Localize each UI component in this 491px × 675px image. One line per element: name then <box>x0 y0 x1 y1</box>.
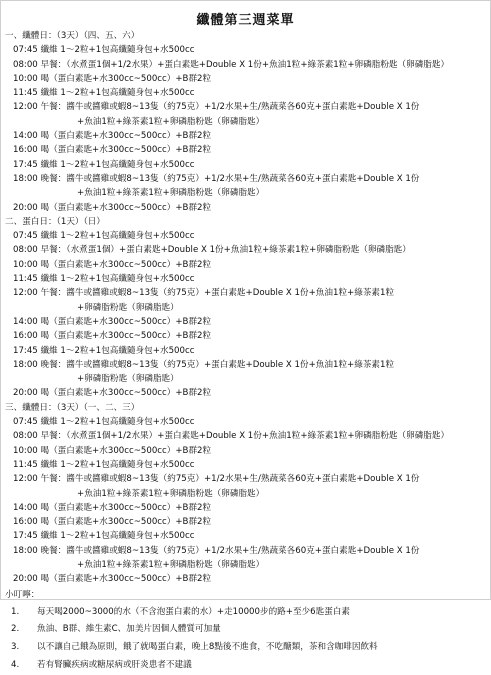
schedule-line: 17:45 纖維 1～2粒+1包高纖隨身包+水500cc <box>13 531 195 542</box>
schedule-line: 18:00 晚餐：醬牛或醬雞或蝦8~13隻（約75克）+1/2水果+生/熟蔬菜各60克+蛋白素匙+Double X 1份 <box>13 173 420 184</box>
schedule-line: 12:00 午餐：醬牛或醬雞或蝦8~13隻（約75克）+蛋白素匙+Double X 1份+魚油1粒+綠茶素1粒 <box>13 288 395 299</box>
tip-text: 以不讓自己餓為原則，餓了就喝蛋白素，晚上8點後不進食，不吃醣類，茶和含咖啡因飲料 <box>37 642 378 653</box>
tip-text: 每天喝2000~3000的水（不含泡蛋白素的水）+走10000步的路+至少6匙蛋白素 <box>37 606 350 617</box>
menu-content <box>5 29 489 675</box>
schedule-line: 20:00 喝（蛋白素匙+水300cc~500cc）+B群2粒 <box>13 574 212 585</box>
schedule-line: 14:00 喝（蛋白素匙+水300cc~500cc）+B群2粒 <box>13 502 212 513</box>
tip-number: 3. <box>11 642 20 653</box>
section-heading: 二、蛋白日：（1天）（日） <box>5 216 105 227</box>
schedule-line: 08:00 早餐：（水煮蛋1個）+蛋白素匙+Double X 1份+魚油1粒+綠茶素1粒+卵磷脂粉匙（卵磷脂匙） <box>13 245 411 256</box>
schedule-line: 11:45 纖維 1～2粒+1包高纖隨身包+水500cc <box>13 274 195 285</box>
schedule-line: 12:00 午餐：醬牛或醬雞或蝦8~13隻（約75克）+1/2水果+生/熟蔬菜各60克+蛋白素匙+Double X 1份 <box>13 102 420 113</box>
tip-item <box>5 622 489 640</box>
schedule-line: +魚油1粒+綠茶素1粒+卵磷脂粉匙（卵磷脂匙） <box>77 188 265 199</box>
tip-number: 1. <box>11 606 20 617</box>
schedule-line: 17:45 纖維 1～2粒+1包高纖隨身包+水500cc <box>13 345 195 356</box>
schedule-line: 16:00 喝（蛋白素匙+水300cc~500cc）+B群2粒 <box>13 517 212 528</box>
schedule-line: 18:00 晚餐：醬牛或醬雞或蝦8~13隻（約75克）+蛋白素匙+Double X 1份+魚油1粒+綠茶素1粒 <box>13 359 395 370</box>
schedule-line: 08:00 早餐：（水煮蛋1個+1/2水果）+蛋白素匙+Double X 1份+魚油1粒+綠茶素1粒+卵磷脂粉匙（卵磷脂匙） <box>13 431 450 442</box>
section-heading: 一、纖體日：（3天）（四、五、六） <box>5 31 140 41</box>
schedule-line: 11:45 纖維 1～2粒+1包高纖隨身包+水500cc <box>13 459 195 470</box>
schedule-line: 20:00 喝（蛋白素匙+水300cc~500cc）+B群2粒 <box>13 202 212 213</box>
tip-number: 4. <box>11 659 20 670</box>
schedule-line: 20:00 喝（蛋白素匙+水300cc~500cc）+B群2粒 <box>13 388 212 399</box>
schedule-line: 17:45 纖維 1～2粒+1包高纖隨身包+水500cc <box>13 159 195 170</box>
schedule-line: 12:00 午餐：醬牛或醬雞或蝦8~13隻（約75克）+1/2水果+生/熟蔬菜各60克+蛋白素匙+Double X 1份 <box>13 474 420 485</box>
schedule-line: +卵磷脂粉匙（卵磷脂匙） <box>77 374 179 385</box>
schedule-line: 10:00 喝（蛋白素匙+水300cc~500cc）+B群2粒 <box>13 445 212 456</box>
schedule-line: 08:00 早餐：（水煮蛋1個+1/2水果）+蛋白素匙+Double X 1份+魚油1粒+綠茶素1粒+卵磷脂粉匙（卵磷脂匙） <box>13 59 450 70</box>
tip-item <box>5 658 489 675</box>
schedule-line: +魚油1粒+綠茶素1粒+卵磷脂粉匙（卵磷脂匙） <box>77 559 265 570</box>
schedule-line: 07:45 纖維 1～2粒+1包高纖隨身包+水500cc <box>13 231 195 242</box>
section-heading: 三、纖體日：（3天）（一、二、三） <box>5 402 140 413</box>
tip-text: 魚油、B群、維生素C、加美片因個人體質可加量 <box>37 624 221 635</box>
tip-number: 2. <box>11 624 20 635</box>
tip-text: 若有腎臟疾病或糖尿病或肝炎患者不建議 <box>37 659 192 670</box>
schedule-line: 16:00 喝（蛋白素匙+水300cc~500cc）+B群2粒 <box>13 145 212 156</box>
tips-list <box>5 605 489 675</box>
menu-sections <box>5 29 489 587</box>
menu-title: 纖體第三週菜單 <box>196 13 295 28</box>
schedule-line: +卵磷脂粉匙（卵磷脂匙） <box>77 302 179 313</box>
tip-item <box>5 640 489 658</box>
schedule-line: 11:45 纖維 1～2粒+1包高纖隨身包+水500cc <box>13 88 195 99</box>
schedule-line: 14:00 喝（蛋白素匙+水300cc~500cc）+B群2粒 <box>13 131 212 142</box>
tip-item <box>5 605 489 623</box>
schedule-line: 10:00 喝（蛋白素匙+水300cc~500cc）+B群2粒 <box>13 259 212 270</box>
schedule-line: +魚油1粒+綠茶素1粒+卵磷脂粉匙（卵磷脂匙） <box>77 116 265 127</box>
schedule-line: +魚油1粒+綠茶素1粒+卵磷脂粉匙（卵磷脂匙） <box>77 488 265 499</box>
schedule-line: 07:45 纖維 1～2粒+1包高纖隨身包+水500cc <box>13 417 195 428</box>
schedule-line: 14:00 喝（蛋白素匙+水300cc~500cc）+B群2粒 <box>13 316 212 327</box>
schedule-line: 10:00 喝（蛋白素匙+水300cc~500cc）+B群2粒 <box>13 73 212 84</box>
schedule-line: 07:45 纖維 1～2粒+1包高纖隨身包+水500cc <box>13 45 195 56</box>
schedule-line: 18:00 晚餐：醬牛或醬雞或蝦8~13隻（約75克）+1/2水果+生/熟蔬菜各60克+蛋白素匙+Double X 1份 <box>13 545 420 556</box>
tips-heading: 小叮嚀： <box>5 589 40 600</box>
schedule-line: 16:00 喝（蛋白素匙+水300cc~500cc）+B群2粒 <box>13 331 212 342</box>
